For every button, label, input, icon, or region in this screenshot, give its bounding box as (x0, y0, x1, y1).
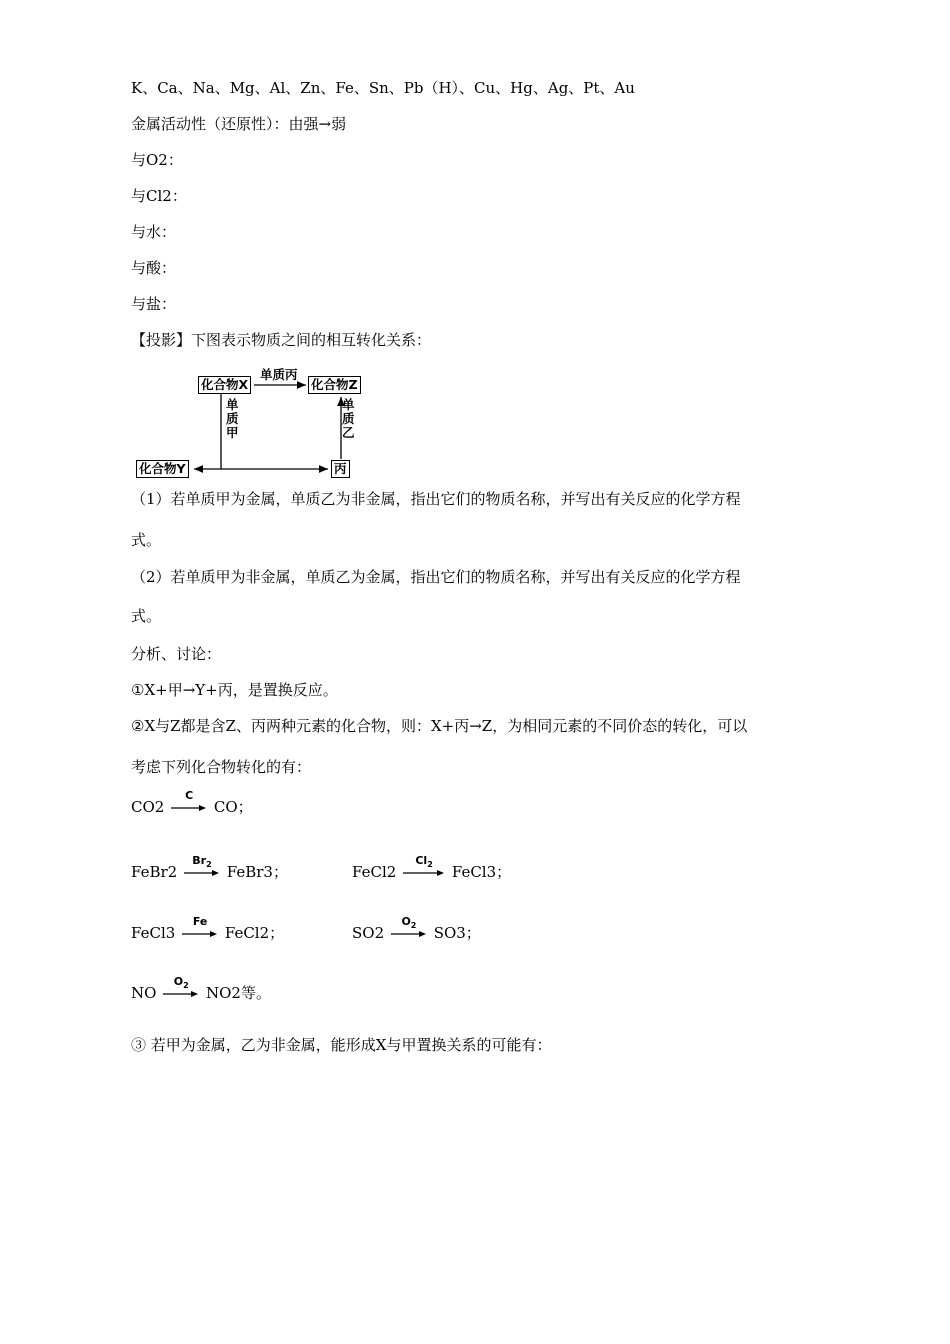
label-element-bing: 单质丙 (260, 367, 298, 382)
question-2-line-b: 式。 (131, 607, 162, 625)
right-arrow-icon (184, 869, 220, 877)
right-arrow-icon (403, 869, 445, 877)
reaction-to: FeBr3； (226, 863, 288, 881)
right-arrow-icon (391, 930, 427, 938)
reagent: Cl (415, 854, 428, 867)
question-1-line-a: （1）若单质甲为金属，单质乙为非金属，指出它们的物质名称，并写出有关反应的化学方程 (131, 490, 741, 508)
label-element-jia-3: 甲 (226, 425, 239, 440)
reaction-to: FeCl2； (224, 924, 285, 942)
reagent: Br (192, 854, 207, 867)
reaction-to: NO2等。 (206, 984, 271, 1002)
with-salt-line: 与盐： (131, 295, 177, 313)
reaction-arrow (171, 789, 207, 818)
reaction-from: FeCl2 (352, 863, 397, 881)
activity-heading: 金属活动性（还原性）：由强→弱 (131, 115, 347, 133)
point-2-line-a: ②X与Z都是含Z、丙两种元素的化合物，则：X+丙→Z，为相同元素的不同价态的转化，可以 (131, 717, 748, 735)
reagent: O (401, 915, 411, 928)
reaction-arrow (182, 915, 218, 944)
reagent: C (185, 789, 194, 802)
conversion-diagram (136, 367, 376, 482)
right-arrow-icon (163, 990, 199, 998)
metal-activity-series: K、Ca、Na、Mg、Al、Zn、Fe、Sn、Pb（H）、Cu、Hg、Ag、Pt、Au (131, 79, 635, 97)
projection-intro: 【投影】下图表示物质之间的相互转化关系： (131, 331, 432, 349)
reaction-to: FeCl3； (451, 863, 512, 881)
point-2-line-b: 考虑下列化合物转化的有： (131, 758, 312, 776)
reaction-from: SO2 (352, 924, 385, 942)
reaction-arrow: $Cl_2$ (403, 863, 445, 883)
reaction-fecl2-fecl3 (352, 854, 512, 883)
compound-z-box: 化合物Z (308, 376, 361, 394)
reagent: O (173, 975, 184, 988)
point-3: ③ 若甲为金属，乙为非金属，能形成X与甲置换关系的可能有： (131, 1036, 552, 1054)
bing-box: 丙 (331, 460, 350, 478)
compound-x-box: 化合物X (198, 376, 251, 394)
reaction-febr2-febr3 (131, 854, 288, 883)
reaction-from: CO2 (131, 798, 165, 816)
with-acid-line: 与酸： (131, 259, 177, 277)
reaction-to: CO； (213, 798, 253, 816)
label-element-jia-1: 单 (226, 397, 239, 412)
reaction-to: SO3； (433, 924, 481, 942)
with-cl2-line: 与Cl2： (131, 187, 187, 205)
reaction-arrow: $Br_2$ (184, 863, 220, 883)
reaction-from: NO (131, 984, 157, 1002)
question-2-line-a: （2）若单质甲为非金属，单质乙为金属，指出它们的物质名称，并写出有关反应的化学方程 (131, 568, 741, 586)
right-arrow-icon (171, 804, 207, 812)
with-water-line: 与水： (131, 223, 177, 241)
reaction-from: FeCl3 (131, 924, 176, 942)
reaction-arrow: $O_2$ (391, 924, 427, 944)
reaction-from: FeBr2 (131, 863, 178, 881)
label-element-yi-2: 质 (342, 411, 355, 426)
with-o2-line: 与O2： (131, 151, 183, 169)
reaction-co2-co (131, 789, 253, 818)
reaction-fecl3-fecl2 (131, 915, 285, 944)
label-element-jia-2: 质 (226, 411, 239, 426)
reaction-so2-so3 (352, 915, 481, 944)
point-1: ①X+甲→Y+丙，是置换反应。 (131, 681, 338, 699)
label-element-yi-3: 乙 (342, 425, 355, 440)
question-1-line-b: 式。 (131, 531, 162, 549)
right-arrow-icon (182, 930, 218, 938)
analysis-heading: 分析、讨论： (131, 645, 222, 663)
reagent: Fe (192, 915, 208, 928)
compound-y-box: 化合物Y (136, 460, 189, 478)
reaction-arrow: $O_2$ (163, 984, 199, 1004)
reaction-no-no2 (131, 975, 271, 1004)
label-element-yi-1: 单 (342, 397, 355, 412)
